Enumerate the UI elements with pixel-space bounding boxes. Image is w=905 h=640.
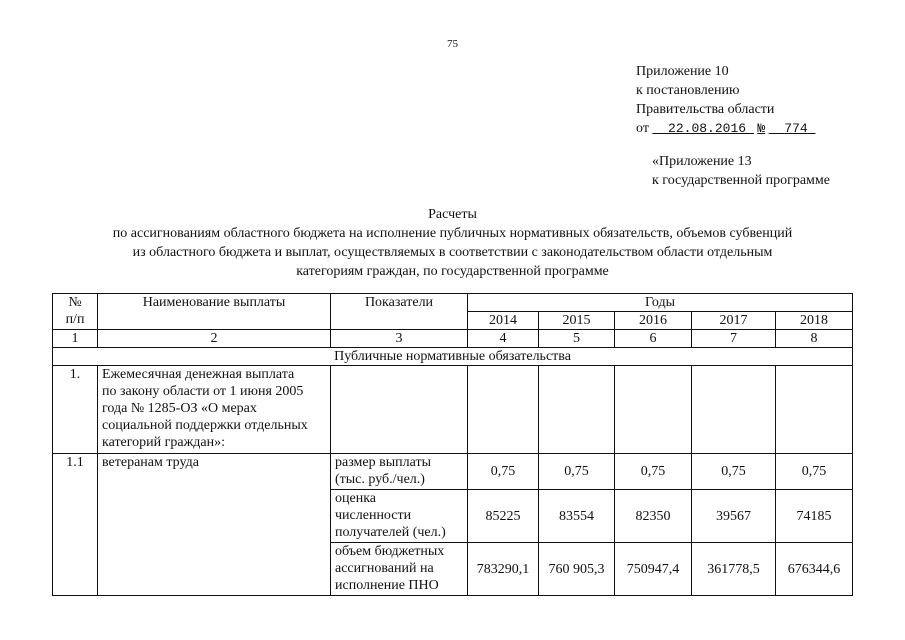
appendix2-line: к государственной программе: [652, 173, 830, 188]
year-cell: 2016: [615, 312, 692, 330]
resolution-number: 774: [784, 121, 808, 136]
indicator-label: объем бюджетных ассигнований на исполнение ПНО: [331, 543, 468, 596]
value-cell: 74185: [776, 490, 853, 543]
value-cell: 39567: [692, 490, 776, 543]
value-cell: 0,75: [539, 454, 615, 490]
title-line: по ассигнованиям областного бюджета на исполнение публичных нормативных обязательств, объемов субвенций: [112, 226, 793, 241]
appendix2-block: [652, 152, 830, 190]
section-title: Публичные нормативные обязательства: [53, 348, 853, 366]
column-number-row: [53, 330, 853, 348]
value-cell: 82350: [615, 490, 692, 543]
row-number: 1.: [53, 366, 98, 454]
section-row: [53, 348, 853, 366]
year-cell: 2017: [692, 312, 776, 330]
value-cell: 783290,1: [468, 543, 539, 596]
value-cell: 760 905,3: [539, 543, 615, 596]
title-line: категориям граждан, по государственной программе: [296, 264, 609, 279]
header-indicators-cell: Показатели: [331, 294, 468, 330]
resolution-date: 22.08.2016: [668, 121, 747, 136]
indicator-label: размер выплаты (тыс. руб./чел.): [331, 454, 468, 490]
value-cell: 676344,6: [776, 543, 853, 596]
column-number: 3: [331, 330, 468, 348]
value-cell: 83554: [539, 490, 615, 543]
value-cell: 85225: [468, 490, 539, 543]
number-label: №: [757, 121, 766, 136]
page-number: 75: [447, 38, 458, 50]
value-cell: 750947,4: [615, 543, 692, 596]
title-line: из областного бюджета и выплат, осуществляемых в соответствии с законодательством области отдельным: [132, 245, 773, 260]
appendix-line: к постановлению: [636, 83, 740, 98]
column-number: 1: [53, 330, 98, 348]
value-cell: 0,75: [468, 454, 539, 490]
year-cell: 2014: [468, 312, 539, 330]
appendix-line: Приложение 10: [636, 64, 729, 79]
table-row: [53, 454, 853, 490]
year-cell: 2018: [776, 312, 853, 330]
table-row: [53, 366, 853, 454]
payment-name: Ежемесячная денежная выплата по закону области от 1 июня 2005 года № 1285-ОЗ «О мерах социальной поддержки отдельных категорий граждан»:: [98, 366, 331, 454]
appendix2-line: «Приложение 13: [652, 154, 752, 169]
value-cell: 0,75: [692, 454, 776, 490]
appendix-block: [636, 62, 816, 138]
header-num-cell: № п/п: [53, 294, 98, 330]
row-number: 1.1: [53, 454, 98, 596]
calculation-table: [52, 293, 853, 596]
column-number: 2: [98, 330, 331, 348]
appendix-line: Правительства области: [636, 102, 775, 117]
column-number: 7: [692, 330, 776, 348]
column-number: 8: [776, 330, 853, 348]
column-number: 4: [468, 330, 539, 348]
value-cell: 0,75: [776, 454, 853, 490]
header-name-cell: Наименование выплаты: [98, 294, 331, 330]
value-cell: 361778,5: [692, 543, 776, 596]
appendix-date-line: [636, 119, 816, 138]
document-title: [0, 205, 905, 281]
column-number: 6: [615, 330, 692, 348]
header-years-cell: Годы: [468, 294, 853, 312]
payment-name: ветеранам труда: [98, 454, 331, 596]
title-line: Расчеты: [428, 207, 477, 222]
year-cell: 2015: [539, 312, 615, 330]
header-row: [53, 294, 853, 312]
column-number: 5: [539, 330, 615, 348]
value-cell: 0,75: [615, 454, 692, 490]
from-label: от: [636, 121, 649, 136]
indicator-label: оценка численности получателей (чел.): [331, 490, 468, 543]
